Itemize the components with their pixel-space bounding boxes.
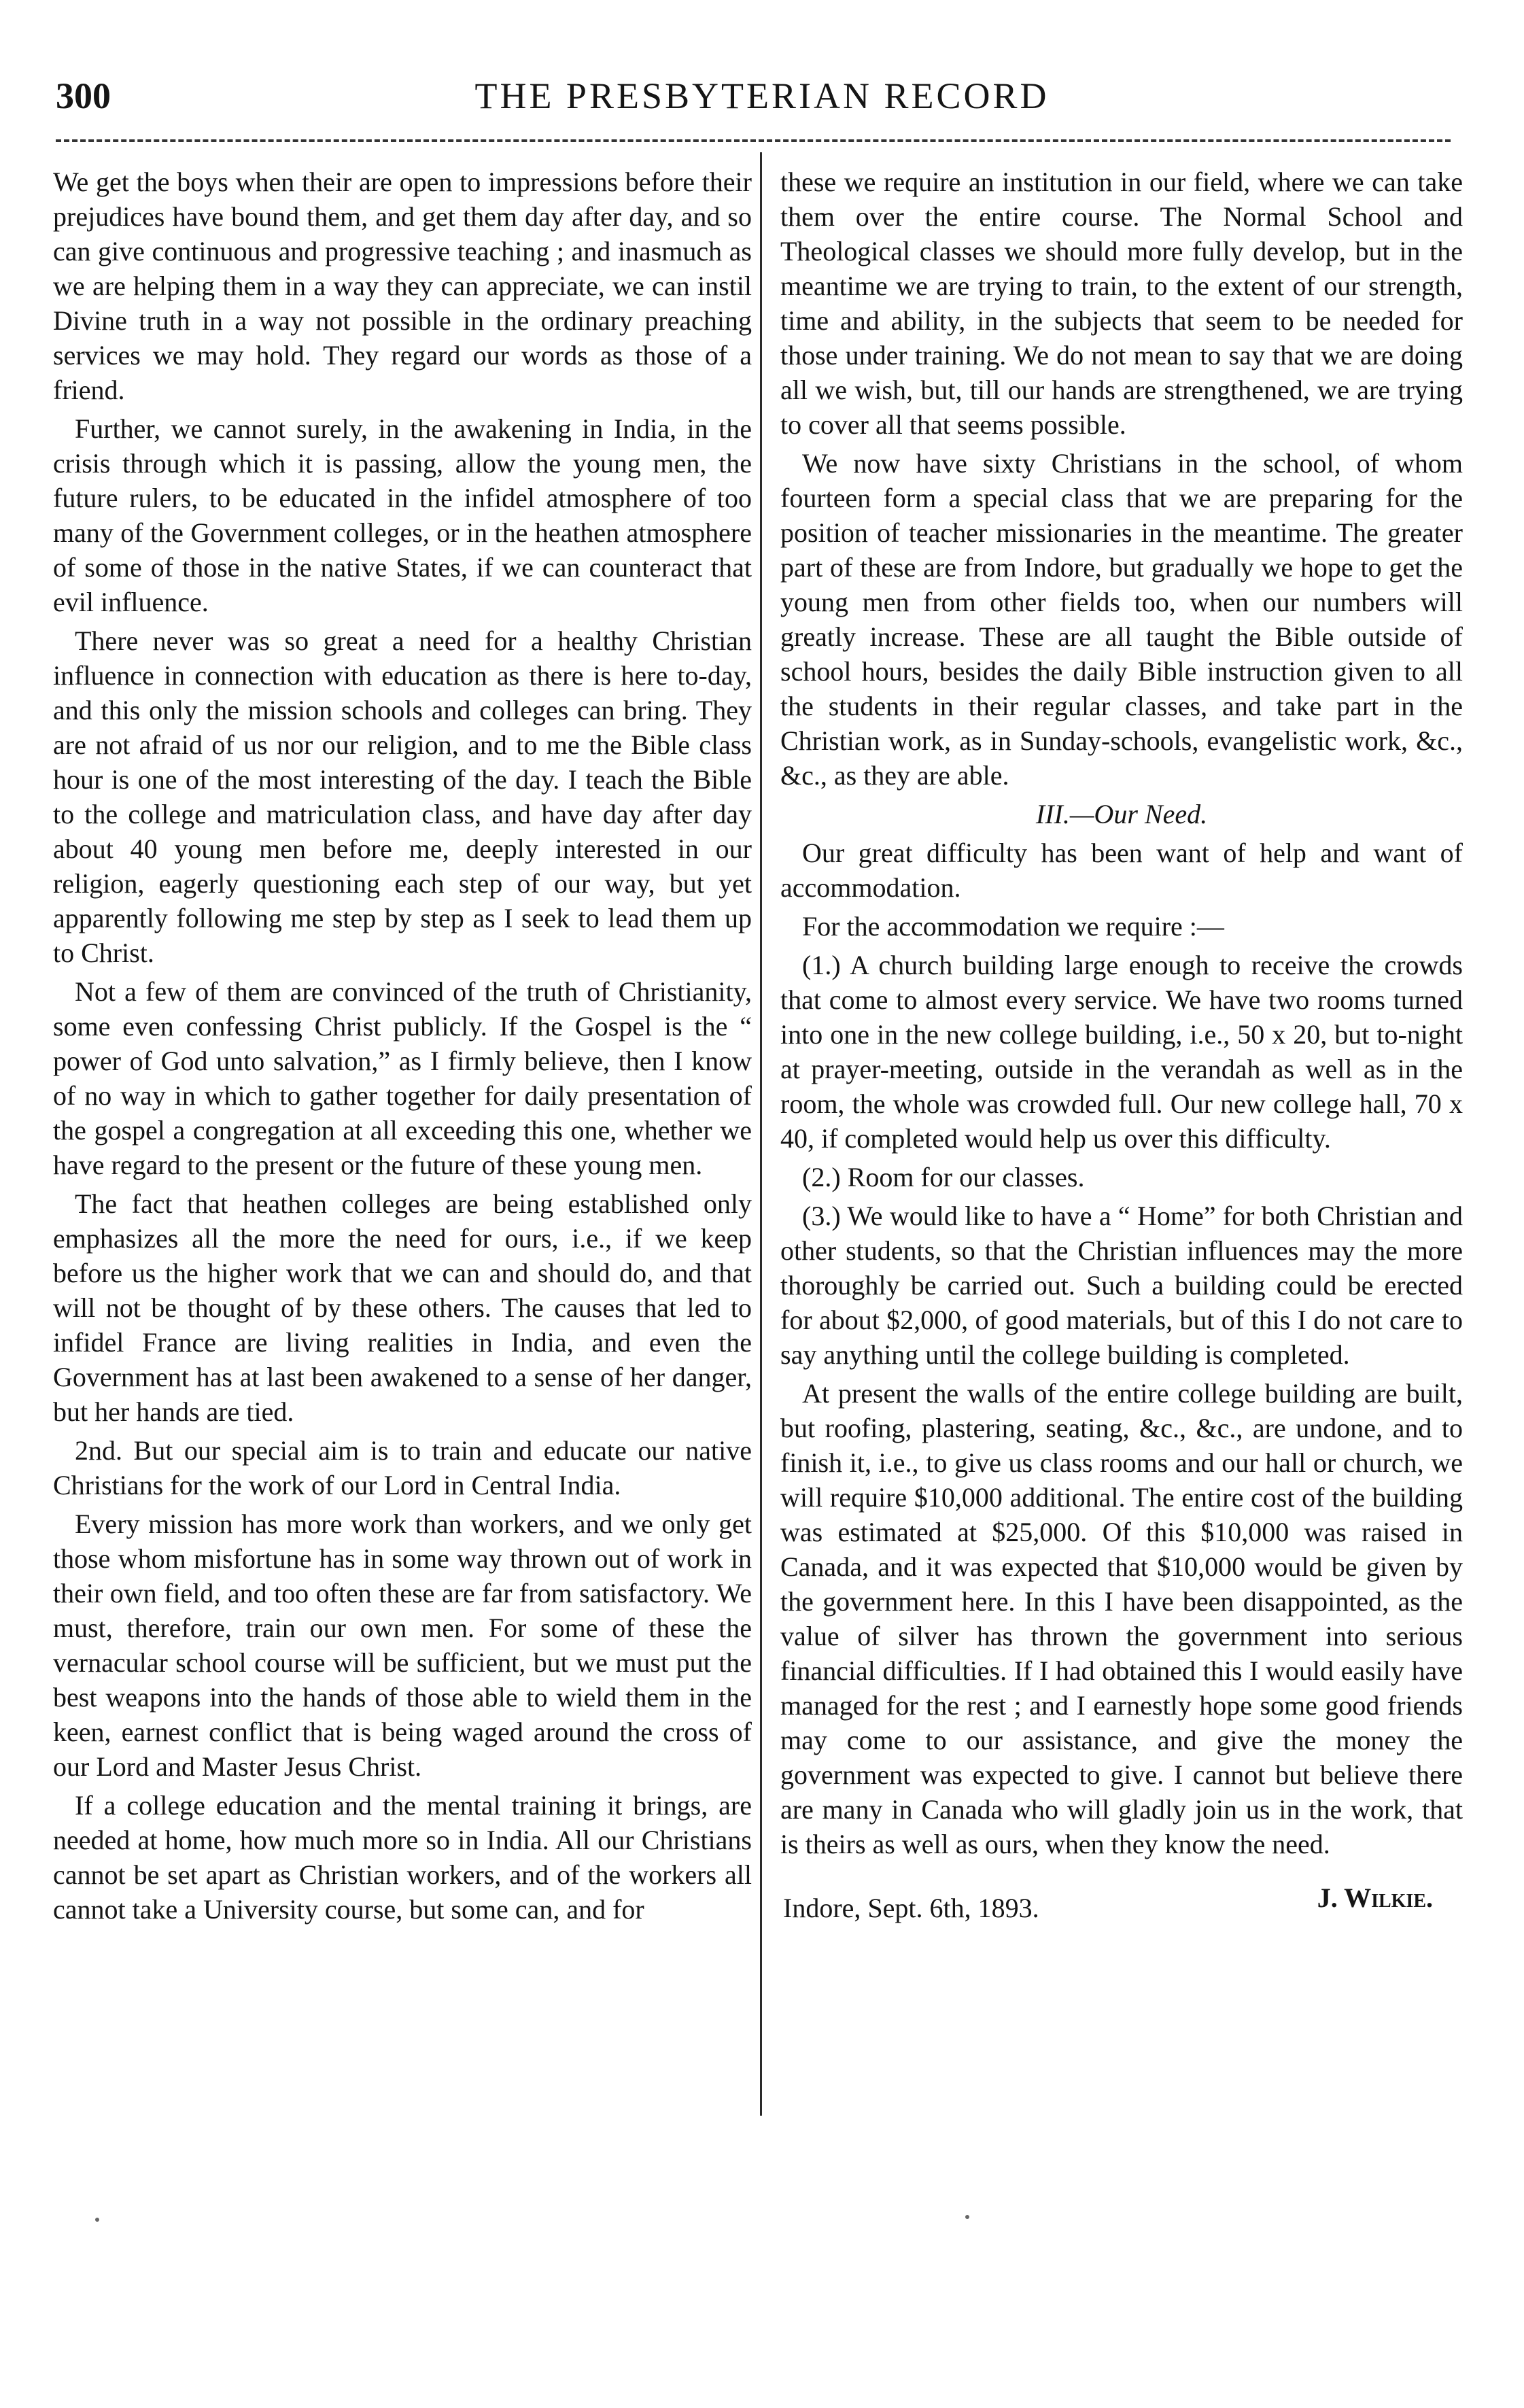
paragraph: (2.) Room for our classes. (802, 1162, 1085, 1192)
print-speck (965, 2215, 969, 2219)
print-speck (95, 2218, 99, 2222)
paragraph: (3.) We would like to have a “ Home” for both Christian and other students, so that the Christian influences may the more thoroughly be carried out. Such a building could be erected for about $2,000, of good materials, but of this I do not care to say anything until the college building is completed. (780, 1201, 1463, 1370)
section-heading: III.—Our Need. (1035, 799, 1208, 829)
left-column (53, 165, 752, 1931)
running-head (0, 65, 1524, 126)
author-signature: J. Wilkie. (1317, 1882, 1433, 1913)
paragraph: If a college education and the mental training it brings, are needed at home, how much more so in India. All our Christians cannot be set apart as Christian workers, and of the workers all cannot take a University course, but some can, and for (53, 1790, 752, 1925)
paragraph: We now have sixty Christians in the school, of whom fourteen form a special class that we are preparing for the position of teacher missionaries in the meantime. The greater part of these are from Indore, but gradually we hope to get the young men from other fields too, when our numbers will greatly increase. These are all taught the Bible outside of school hours, besides the daily Bible instruction given to all the students in their regular classes, and take part in the Christian work, as in Sunday-schools, evangelistic work, &c., &c., as they are able. (780, 448, 1463, 791)
header-rule (56, 139, 1451, 142)
paragraph: The fact that heathen colleges are being established only emphasizes all the more the need for ours, i.e., if we keep before us the higher work that we can and should do, and that will not be thought of by these others. The causes that led to infidel France are living realities in India, and even the Government has at last been awakened to a sense of her danger, but her hands are tied. (53, 1188, 752, 1427)
paragraph: At present the walls of the entire college building are built, but roofing, plastering, seating, &c., &c., are undone, and to finish it, i.e., to give us class rooms and our hall or church, we will require $10,000 additional. The entire cost of the building was estimated at $25,000. Of this $10,000 was raised in Canada, and it was expected that $10,000 would be given by the government here. In this I have been disappointed, as the value of silver has thrown the government into serious financial difficulties. If I had obtained this I would easily have managed for the rest ; and I earnestly hope some good friends may come to our assistance, and give the money the government was expected to give. I cannot but believe there are many in Canada who will gladly join us in the work, that is theirs as well as ours, when they know the need. (780, 1378, 1463, 1859)
paragraph: We get the boys when their are open to impressions before their prejudices have bound them, and get them day after day, and so can give continuous and progressive teaching ; and inasmuch as we are helping them in a way they can appreciate, we can instil Divine truth in a way not possible in the ordinary preaching services we may hold. They regard our words as those of a friend. (53, 167, 752, 405)
journal-title: THE PRESBYTERIAN RECORD (474, 75, 1050, 116)
right-column (780, 165, 1463, 1925)
paragraph: Every mission has more work than workers, and we only get those whom misfortune has in some way thrown out of work in their own field, and too often these are far from satisfactory. We must, therefore, train our own men. For some of these the vernacular school course will be sufficient, but we must put the best weapons into the hands of those able to wield them in the keen, earnest conflict that is being waged around the cross of our Lord and Master Jesus Christ. (53, 1509, 752, 1782)
paragraph: 2nd. But our special aim is to train and educate our native Christians for the work of our Lord in Central India. (53, 1435, 752, 1500)
paragraph: Our great difficulty has been want of help and want of accommodation. (780, 838, 1463, 903)
column-divider (760, 152, 762, 2116)
paragraph: Not a few of them are convinced of the truth of Christianity, some even confessing Christ publicly. If the Gospel is the “ power of God unto salvation,” as I firmly believe, then I know of no way in which to gather together for daily presentation of the gospel a congregation at all exceeding this one, whether we have regard to the present or the future of these young men. (53, 976, 752, 1180)
paragraph-continuation: these we require an institution in our field, where we can take them over the entire course. The Normal School and Theological classes we should more fully develop, but in the meantime we are trying to train, to the extent of our strength, time and ability, in the subjects that seem to be needed for those under training. We do not mean to say that we are doing all we wish, but, till our hands are strengthened, we are trying to cover all that seems possible. (780, 167, 1463, 440)
paragraph: (1.) A church building large enough to receive the crowds that come to almost every service. We have two rooms turned into one in the new college building, i.e., 50 x 20, but to-night at prayer-meeting, outside in the verandah as well as in the room, the whole was crowded full. Our new college hall, 70 x 40, if completed would help us over this difficulty. (780, 950, 1463, 1154)
page-number: 300 (56, 75, 111, 116)
paragraph: For the accommodation we require :— (802, 911, 1224, 942)
paragraph: Further, we cannot surely, in the awakening in India, in the crisis through which it is passing, allow the young men, the future rulers, to be educated in the infidel atmosphere of too many of the Government colleges, or in the heathen atmosphere of some of those in the native States, if we can counteract that evil influence. (53, 413, 752, 617)
paragraph: There never was so great a need for a healthy Christian influence in connection with education as there is here to-day, and this only the mission schools and colleges can bring. They are not afraid of us nor our religion, and to me the Bible class hour is one of the most interesting of the day. I teach the Bible to the college and matriculation class, and have day after day about 40 young men before me, deeply interested in our religion, eagerly questioning each step of our way, but yet apparently following me step by step as I seek to lead them up to Christ. (53, 625, 752, 968)
dateline: Indore, Sept. 6th, 1893. (783, 1893, 1039, 1923)
